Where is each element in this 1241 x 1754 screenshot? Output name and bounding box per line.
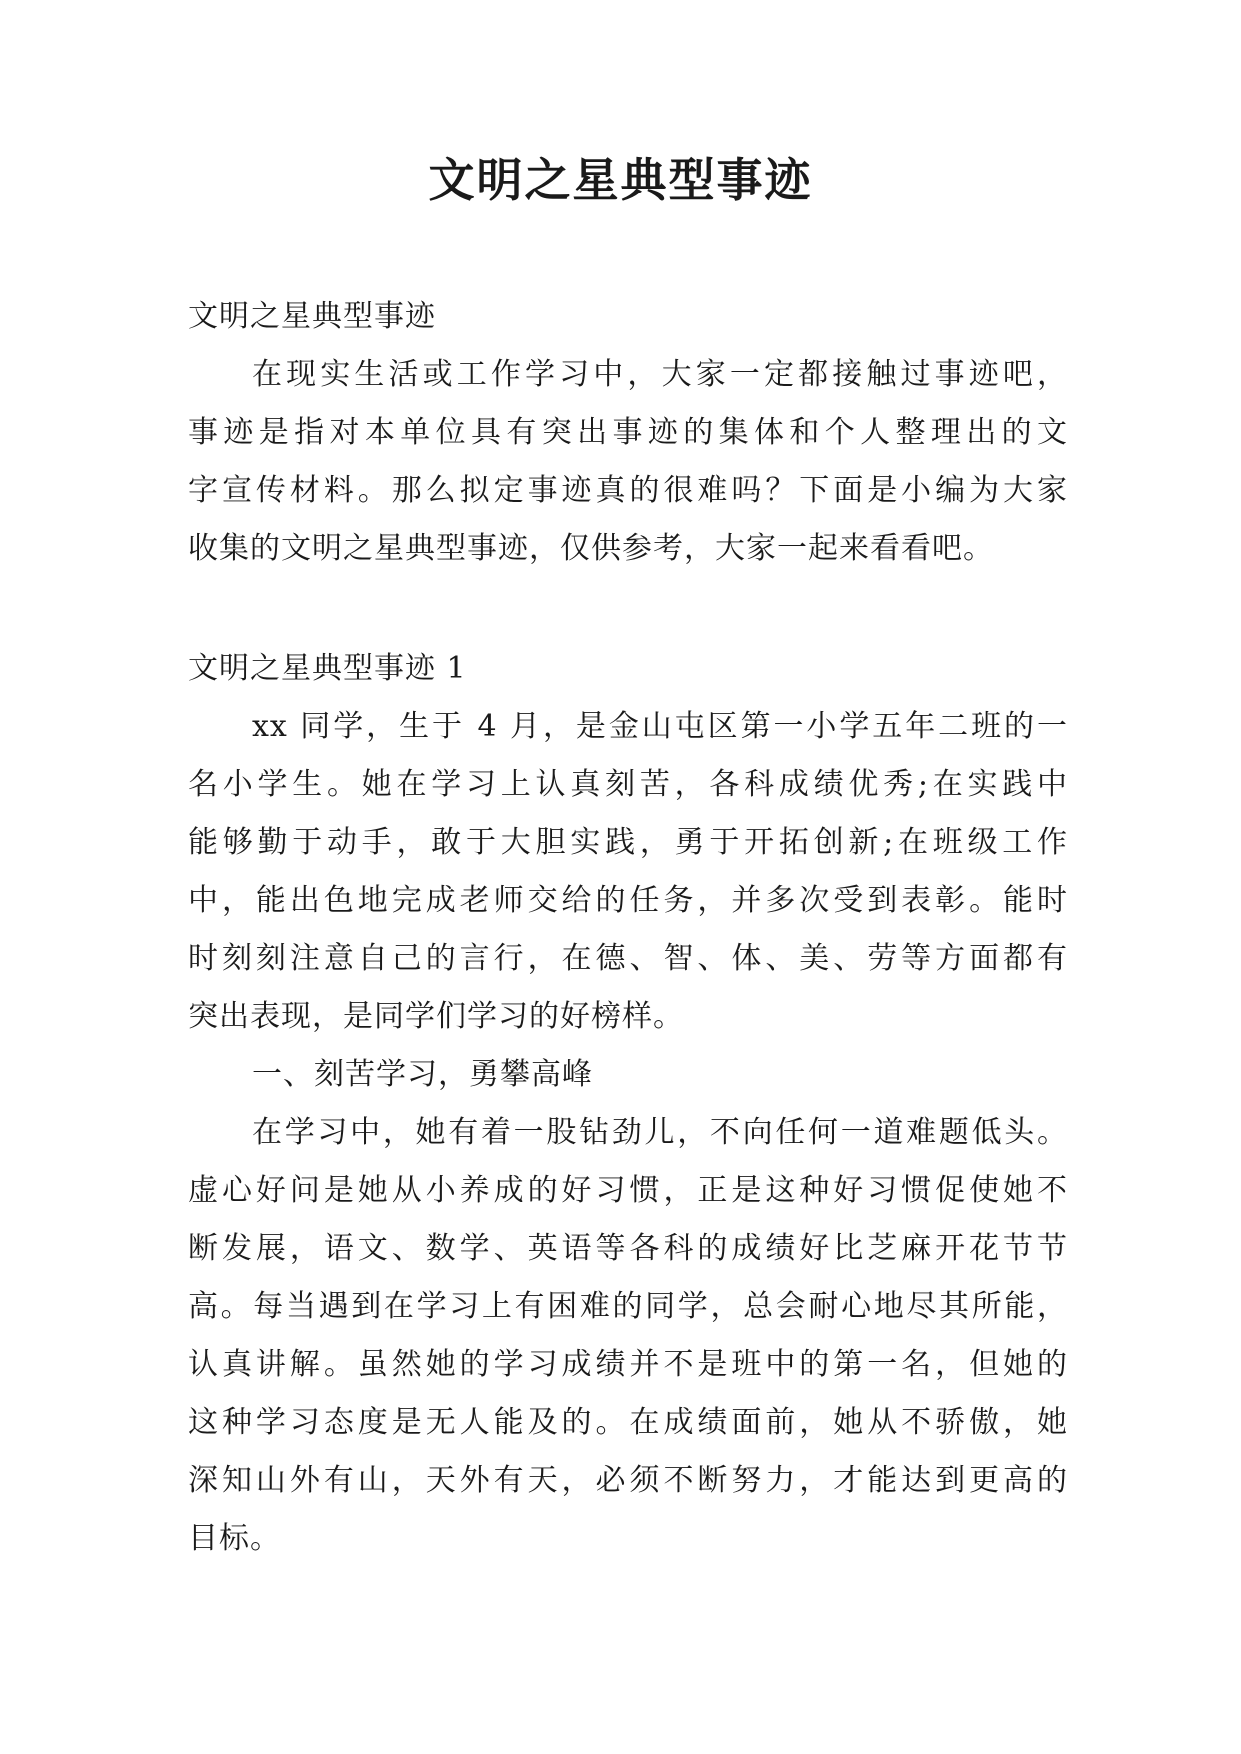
paragraph-line: 收集的文明之星典型事迹，仅供参考，大家一起来看看吧。 [188, 531, 994, 566]
paragraph-line: 名小学生。她在学习上认真刻苦，各科成绩优秀;在实践中 [188, 767, 1068, 802]
paragraph-line: 这种学习态度是无人能及的。在成绩面前，她从不骄傲，她 [188, 1405, 1068, 1440]
paragraph-line: 在现实生活或工作学习中，大家一定都接触过事迹吧， [252, 357, 1068, 392]
paragraph-line: 在学习中，她有着一股钻劲儿，不向任何一道难题低头。 [252, 1115, 1068, 1150]
paragraph-line: 深知山外有山，天外有天，必须不断努力，才能达到更高的 [188, 1463, 1068, 1498]
paragraph-line: 断发展，语文、数学、英语等各科的成绩好比芝麻开花节节 [188, 1231, 1068, 1266]
subheading-study: 一、刻苦学习，勇攀高峰 [252, 1057, 593, 1092]
paragraph-line: 目标。 [188, 1521, 281, 1556]
section-spacer [188, 578, 1068, 640]
paragraph-line: 时刻刻注意自己的言行，在德、智、体、美、劳等方面都有 [188, 941, 1068, 976]
section1-paragraph-2 [188, 1104, 1068, 1568]
paragraph-line: xx 同学，生于 4 月，是金山屯区第一小学五年二班的一 [252, 709, 1068, 744]
paragraph-line: 能够勤于动手，敢于大胆实践，勇于开拓创新;在班级工作 [188, 825, 1068, 860]
section1-paragraph-1 [188, 698, 1068, 1046]
intro-paragraph [188, 346, 1068, 578]
document-title: 文明之星典型事迹 [428, 153, 813, 207]
paragraph-line: 字宣传材料。那么拟定事迹真的很难吗？下面是小编为大家 [188, 473, 1068, 508]
paragraph-line: 虚心好问是她从小养成的好习惯，正是这种好习惯促使她不 [188, 1173, 1068, 1208]
paragraph-line: 事迹是指对本单位具有突出事迹的集体和个人整理出的文 [188, 415, 1068, 450]
paragraph-line: 高。每当遇到在学习上有困难的同学，总会耐心地尽其所能， [188, 1289, 1068, 1324]
intro-heading: 文明之星典型事迹 [188, 299, 436, 334]
paragraph-line: 突出表现，是同学们学习的好榜样。 [188, 999, 684, 1034]
paragraph-line: 认真讲解。虽然她的学习成绩并不是班中的第一名，但她的 [188, 1347, 1068, 1382]
paragraph-line: 中，能出色地完成老师交给的任务，并多次受到表彰。能时 [188, 883, 1068, 918]
document-body [188, 288, 1068, 1568]
section-heading-1: 文明之星典型事迹 1 [188, 651, 467, 686]
